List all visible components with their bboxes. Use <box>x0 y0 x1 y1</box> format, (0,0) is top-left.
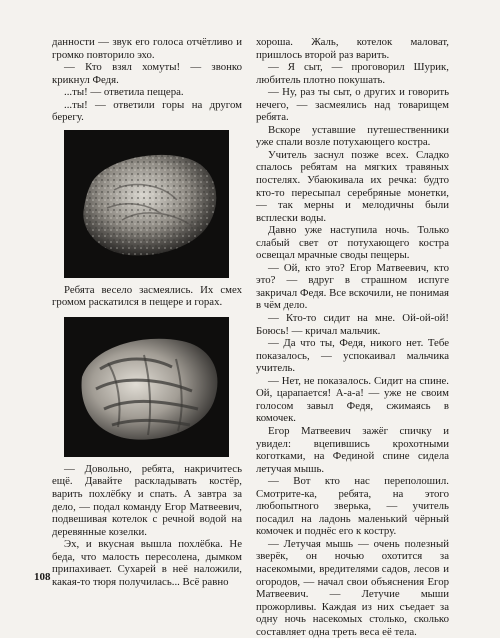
fossil-rock-image-2 <box>52 317 242 457</box>
fossil-rock-image <box>52 130 242 278</box>
paragraph: — Да что ты, Федя, никого нет. Тебе показалось, — успокаивал мальчика учитель. <box>256 337 449 375</box>
fossil-illustration-bottom <box>52 317 242 457</box>
paragraph: хороша. Жаль, котелок маловат, пришлось второй раз варить. <box>256 36 449 61</box>
paragraph: данности — звук его голоса отчётливо и громко повторило эхо. <box>52 36 242 61</box>
paragraph: ...ты! — ответила пещера. <box>64 86 184 99</box>
paragraph: Ребята весело засмеялись. Их смех громом раскатился в пещере и горах. <box>52 283 242 309</box>
page-number: 108 <box>34 571 51 583</box>
paragraph: Вскоре уставшие путешественники уже спали возле потухающего костра. <box>256 123 449 149</box>
paragraph: — Ну, раз ты сыт, о других и говорить нечего, — засмеялись над товарищем ребята. <box>256 86 449 124</box>
paragraph: — Кто-то сидит на мне. Ой-ой-ой! Боюсь! — кричал мальчик. <box>256 312 449 337</box>
paragraph: — Летучая мышь — очень полезный зверёк, он ночью охотится за насекомыми, вредителями садов, лесов и огородов, — начал свои объяснения Егор Матвеевич. — Летучие мыши прожорливы. Каждая из них съедает за одну ночь насекомых столько, сколько составляет одна треть веса её тела. <box>256 537 449 638</box>
paragraph: — Я сыт, — проговорил Шурик, любитель плотно покушать. <box>256 61 449 86</box>
paragraph: Эх, и вкусная вышла похлёбка. Не беда, что малость пересолена, дымком припахивает. Сухарей в неё наложили, какая-то тюря получилась... Всё равно <box>52 538 242 588</box>
paragraph: — Вот кто нас переполошил. Смотрите-ка, ребята, на этого любопытного зверька, — учитель посадил на ладонь маленький чёрный комочек и поднёс его к костру. <box>256 475 449 538</box>
paragraph: — Довольно, ребята, накричитесь ещё. Давайте раскладывать костёр, варить похлёбку и спать. А завтра за дело, — подал команду Егор Матвеевич, подвешивая котелок с речной водой на деревянные козелки. <box>52 462 242 538</box>
paragraph: Давно уже наступила ночь. Только слабый свет от потухающего костра освещал мрачные своды пещеры. <box>256 224 449 262</box>
paragraph: ...ты! — ответили горы на другом берегу. <box>52 98 242 124</box>
fossil-illustration-top <box>52 130 242 278</box>
left-column <box>52 36 242 588</box>
paragraph: — Нет, не показалось. Сидит на спине. Ой, царапается! А-а-а! — уже не своим голосом завыл Федя, сжимаясь в комочек. <box>256 374 449 425</box>
right-column <box>256 36 449 638</box>
paragraph: — Кто взял хомуты! — звонко крикнул Федя. <box>52 61 242 86</box>
paragraph: Егор Матвеевич зажёг спичку и увидел: вцепившись крохотными коготками, на Фединой спине сидела летучая мышь. <box>256 424 449 475</box>
paragraph: — Ой, кто это? Егор Матвеевич, кто это? — вдруг в страшном испуге закричал Федя. Все вскочили, не понимая в чём дело. <box>256 261 449 312</box>
paragraph: Учитель заснул позже всех. Сладко спалось ребятам на мягких травяных постелях. Убаюкивала их речка: будто кто-то пересыпал серебряные монетки, — так мерны и мелодичны были всплески воды. <box>256 148 449 224</box>
